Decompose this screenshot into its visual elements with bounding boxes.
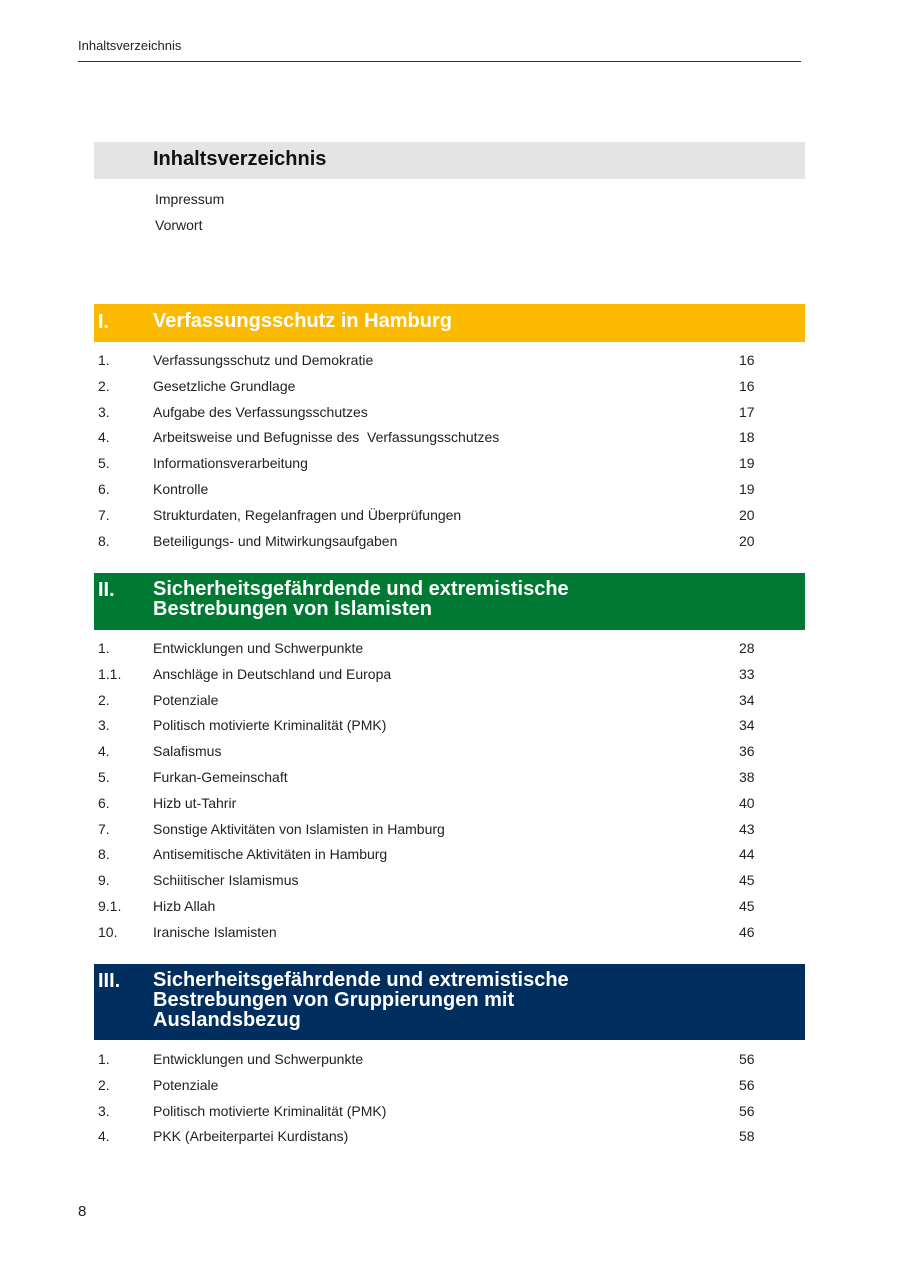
entry-title: Beteiligungs- und Mitwirkungsaufgaben (153, 532, 398, 549)
entry-number: 2. (98, 377, 110, 394)
entry-number: 5. (98, 455, 110, 472)
entry-title: Entwicklungen und Schwerpunkte (153, 640, 364, 656)
entry-page-number: 16 (739, 352, 755, 368)
toc-entry[interactable] (98, 818, 778, 844)
entry-page-number: 56 (739, 1102, 755, 1119)
entry-number: 2. (98, 1076, 110, 1093)
entry-title: Schiitischer Islamismus (153, 872, 299, 889)
toc-entry[interactable] (98, 401, 778, 427)
section-header-2 (94, 573, 805, 630)
entry-title: Antisemitische Aktivitäten in Hamburg (153, 846, 388, 863)
entry-number: 2. (98, 691, 110, 708)
entry-page-number: 33 (739, 665, 755, 682)
entry-page-number: 44 (739, 846, 755, 863)
section-entries-2 (98, 637, 778, 947)
entry-page-number: 28 (739, 640, 755, 656)
entry-page-number: 16 (739, 377, 755, 394)
toc-entry[interactable] (98, 689, 778, 715)
toc-entry[interactable] (98, 1125, 778, 1151)
entry-title: Strukturdaten, Regelanfragen und Überprüfungen (153, 506, 462, 523)
entry-number: 3. (98, 403, 110, 420)
entry-title: Sonstige Aktivitäten von Islamisten in Hamburg (153, 820, 445, 837)
entry-page-number: 45 (739, 872, 755, 889)
entry-title: Verfassungsschutz und Demokratie (153, 352, 374, 368)
toc-entry[interactable] (98, 1048, 778, 1074)
entry-page-number: 45 (739, 897, 755, 914)
entry-title: Hizb Allah (153, 897, 216, 914)
entry-number: 1. (98, 352, 110, 368)
section-title-line: Sicherheitsgefährdende und extremistische (153, 969, 569, 991)
entry-number: 10. (98, 923, 118, 940)
entry-title: Kontrolle (153, 480, 209, 497)
entry-page-number: 20 (739, 532, 755, 549)
section-title-line: Bestrebungen von Gruppierungen mit (153, 989, 515, 1011)
toc-entry[interactable] (98, 1100, 778, 1126)
section-header-1 (94, 304, 805, 342)
entry-number: 1.1. (98, 665, 122, 682)
entry-title: Furkan-Gemeinschaft (153, 768, 288, 785)
section-title (153, 579, 773, 619)
toc-title-bar (94, 142, 805, 179)
section-title-line: Verfassungsschutz in Hamburg (153, 310, 452, 332)
entry-page-number: 17 (739, 403, 755, 420)
section-number: III. (98, 970, 121, 992)
section-number: I. (98, 311, 110, 333)
entry-number: 3. (98, 717, 110, 734)
section-title-line: Bestrebungen von Islamisten (153, 598, 432, 620)
entry-number: 1. (98, 1051, 110, 1067)
entry-page-number: 40 (739, 794, 755, 811)
section-title-line: Sicherheitsgefährdende und extremistische (153, 578, 569, 600)
entry-title: Potenziale (153, 691, 219, 708)
section-entries-1 (98, 349, 778, 555)
toc-entry[interactable] (98, 375, 778, 401)
toc-entry[interactable] (98, 530, 778, 556)
entry-page-number: 19 (739, 455, 755, 472)
entry-page-number: 34 (739, 717, 755, 734)
entry-title: Potenziale (153, 1076, 219, 1093)
toc-entry[interactable] (98, 1074, 778, 1100)
entry-number: 6. (98, 794, 110, 811)
toc-entry[interactable] (98, 478, 778, 504)
entry-title: PKK (Arbeiterpartei Kurdistans) (153, 1128, 349, 1145)
section-title-line: Auslandsbezug (153, 1009, 301, 1031)
toc-entry[interactable] (98, 766, 778, 792)
entry-number: 1. (98, 640, 110, 656)
entry-page-number: 20 (739, 506, 755, 523)
entry-number: 6. (98, 480, 110, 497)
entry-title: Politisch motivierte Kriminalität (PMK) (153, 1102, 387, 1119)
entry-page-number: 58 (739, 1128, 755, 1145)
toc-entry[interactable] (98, 740, 778, 766)
toc-entry[interactable] (98, 895, 778, 921)
entry-page-number: 43 (739, 820, 755, 837)
entry-page-number: 36 (739, 743, 755, 760)
entry-number: 9. (98, 872, 110, 889)
toc-entry[interactable] (98, 714, 778, 740)
page-number: 8 (78, 1203, 87, 1220)
section-title (153, 970, 773, 1030)
entry-title: Entwicklungen und Schwerpunkte (153, 1051, 364, 1067)
toc-entry[interactable] (98, 426, 778, 452)
entry-title: Aufgabe des Verfassungsschutzes (153, 403, 368, 420)
toc-title: Inhaltsverzeichnis (153, 148, 327, 170)
entry-title: Informationsverarbeitung (153, 455, 308, 472)
toc-entry[interactable] (98, 504, 778, 530)
entry-page-number: 18 (739, 429, 755, 446)
entry-number: 4. (98, 743, 110, 760)
toc-entry[interactable] (98, 869, 778, 895)
entry-number: 3. (98, 1102, 110, 1119)
entry-number: 8. (98, 532, 110, 549)
entry-page-number: 19 (739, 480, 755, 497)
entry-number: 8. (98, 846, 110, 863)
toc-entry[interactable] (98, 452, 778, 478)
entry-number: 7. (98, 506, 110, 523)
entry-title: Salafismus (153, 743, 222, 760)
toc-entry[interactable] (98, 792, 778, 818)
section-entries-3 (98, 1048, 778, 1151)
section-title (153, 311, 773, 331)
section-number: II. (98, 579, 115, 601)
section-header-3 (94, 964, 805, 1040)
toc-entry[interactable] (98, 663, 778, 689)
entry-page-number: 56 (739, 1076, 755, 1093)
front-matter-vorwort[interactable]: Vorwort (155, 217, 203, 233)
entry-number: 5. (98, 768, 110, 785)
header-rule (78, 61, 801, 62)
entry-page-number: 34 (739, 691, 755, 708)
toc-entry[interactable] (98, 637, 778, 663)
entry-title: Politisch motivierte Kriminalität (PMK) (153, 717, 387, 734)
entry-title: Hizb ut-Tahrir (153, 794, 237, 811)
running-head: Inhaltsverzeichnis (78, 38, 182, 53)
entry-title: Gesetzliche Grundlage (153, 377, 296, 394)
entry-number: 7. (98, 820, 110, 837)
toc-entry[interactable] (98, 921, 778, 947)
entry-page-number: 46 (739, 923, 755, 940)
entry-title: Iranische Islamisten (153, 923, 277, 940)
entry-page-number: 56 (739, 1051, 755, 1067)
entry-title: Anschläge in Deutschland und Europa (153, 665, 392, 682)
entry-title: Arbeitsweise und Befugnisse des Verfassungsschutzes (153, 429, 500, 446)
entry-number: 4. (98, 429, 110, 446)
toc-entry[interactable] (98, 843, 778, 869)
toc-entry[interactable] (98, 349, 778, 375)
front-matter-impressum[interactable]: Impressum (155, 191, 225, 207)
entry-number: 4. (98, 1128, 110, 1145)
entry-page-number: 38 (739, 768, 755, 785)
entry-number: 9.1. (98, 897, 122, 914)
